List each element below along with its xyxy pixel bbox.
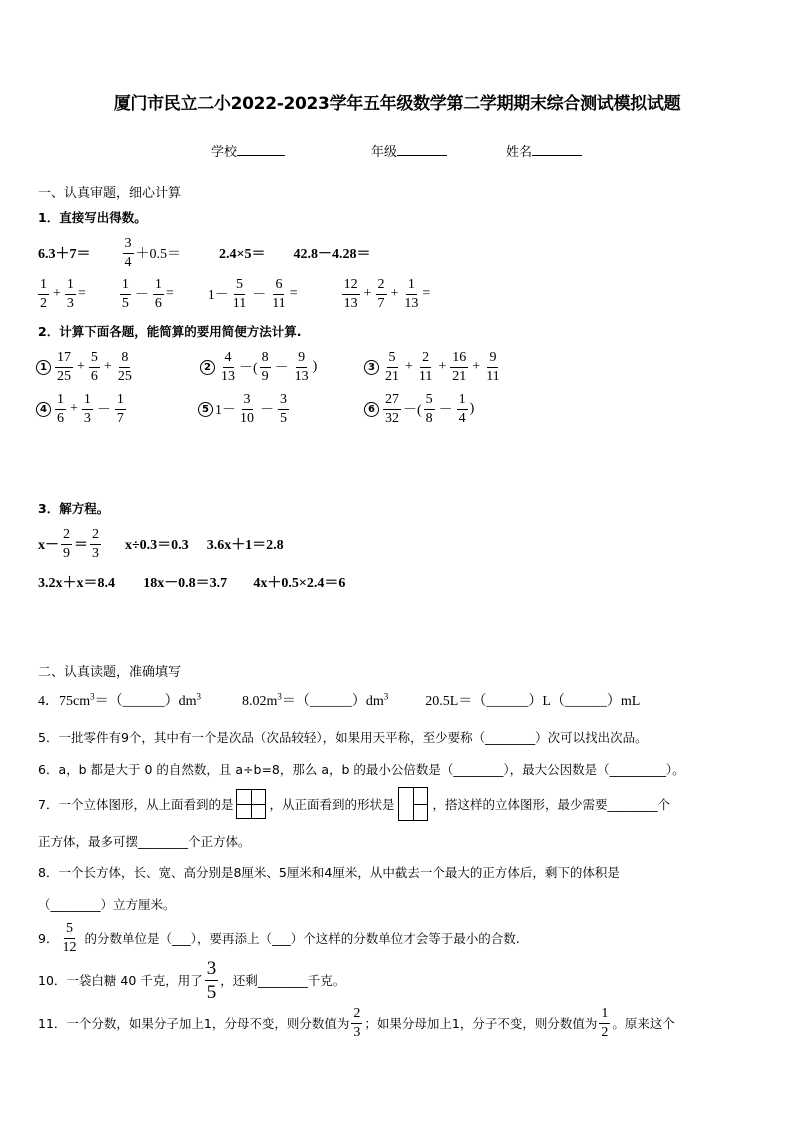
q3-eq-d: 3.2x＋x＝8.4 [38,576,115,591]
q2-expr-6: 6 $\frac{27}{32}$ －( $\frac{5}{8}$ － $\frac{1}{4}$ ) [364,390,474,428]
q1-expr-b-tail: ＋0.5＝ [135,247,181,262]
grade-label: 年级 [371,145,398,160]
q2-expr-4: 4 $\frac{1}{6}$ + $\frac{1}{3}$ － $\frac{1}{7}$ [36,390,128,428]
name-blank [532,143,582,156]
school-label: 学校 [211,145,238,160]
q3-eq-e: 18x－0.8＝3.7 [143,576,228,591]
q9: 9． $\frac{5}{12}$ 的分数单位是（___），要再添上（___）个这样的分数单位才会等于最小的合数. [38,920,520,955]
q11: 11．一个分数，如果分子加上1，分母不变，则分数值为 $\frac{2}{3}$ ；如果分母加上1，分子不变，则分数值为 $\frac{1}{2}$ 。原来这个 [38,1005,675,1040]
q3-eq-a: x－ $\frac{2}{9}$ ＝ $\frac{2}{3}$ [38,526,99,561]
q1-row2 [36,275,430,313]
section1-heading: 一、认真审题，细心计算 [38,186,182,201]
school-field [211,141,285,160]
q3-eq-b: x÷0.3＝0.3 [125,538,189,553]
q2-expr-5: 5 1－ $\frac{3}{10}$ － $\frac{3}{5}$ [198,390,291,428]
q8-line2: （________）立方厘米。 [38,897,176,912]
q1-frac-3-4: $\frac{3}{4}$ [124,235,132,270]
top-view-figure [236,789,266,819]
q7-line1: 7．一个立体图形，从上面看到的是 ，从正面看到的形状是 ，搭这样的立体图形，最少需要________个 [38,786,670,822]
q1-expr-g: 1－ $\frac{5}{11}$ － $\frac{6}{11}$ = [207,276,298,311]
name-label: 姓名 [506,145,533,160]
q1-expr-e: $\frac{1}{2}$ + $\frac{1}{3}$ = [40,276,86,311]
q10: 10．一袋白糖 40 千克，用了 $\frac{3}{5}$ ，还剩________千克。 [38,957,346,1003]
q3-label: 3．解方程。 [38,501,110,516]
q6: 6．a，b 都是大于 0 的自然数，且 a÷b=8，那么 a，b 的最小公倍数是（________），最大公因数是（_________）。 [38,762,685,777]
circled-number-icon: 1 [36,360,51,375]
q4: 4．$75cm^3=(\_\_\_\_\_\_)dm^3$ $8.02m^3=(\_\_\_\_\_\_)dm^3$ 20.5L＝（______）L（______）mL [38,691,641,709]
circled-number-icon: 4 [36,402,51,417]
circled-number-icon: 3 [364,360,379,375]
q1-expr-d: 42.8－4.28＝ [293,247,371,262]
q5: 5．一批零件有9个，其中有一个是次品（次品较轻），如果用天平称，至少要称（________）次可以找出次品。 [38,730,648,745]
q1-expr-h: $\frac{12}{13}$ + $\frac{2}{7}$ + $\frac{1}{13}$ = [343,276,431,311]
page-title: 厦门市民立二小2022-2023学年五年级数学第二学期期末综合测试模拟试题 [113,94,681,114]
q1-expr-a: 6.3＋7＝ [38,247,91,262]
circled-number-icon: 2 [200,360,215,375]
q2-expr-2: 2 $\frac{4}{13}$ －( $\frac{8}{9}$ － $\frac{9}{13}$ ) [200,348,317,386]
q3-eq-f: 4x＋0.5×2.4＝6 [253,576,346,591]
school-blank [237,143,285,156]
q2-expr-1: 1 $\frac{17}{25}$ + $\frac{5}{6}$ + $\frac{8}{25}$ [36,348,136,386]
circled-number-icon: 6 [364,402,379,417]
name-field [506,141,582,160]
grade-blank [397,143,447,156]
circled-number-icon: 5 [198,402,213,417]
q2-label: 2．计算下面各题，能简算的要用简便方法计算. [38,324,302,339]
q1-expr-f: $\frac{1}{5}$ － $\frac{1}{6}$ = [121,276,174,311]
q2-expr-3: 3 $\frac{5}{21}$ + $\frac{2}{11}$ + $\frac{16}{21}$ + $\frac{9}{11}$ [364,348,504,386]
q8-line1: 8．一个长方体，长、宽、高分别是8厘米、5厘米和4厘米，从中截去一个最大的正方体后，剩下的体积是 [38,865,620,880]
q3-eq-c: 3.6x＋1＝2.8 [206,538,284,553]
q1-expr-c: 2.4×5＝ [219,247,266,262]
front-view-figure [398,787,428,821]
q3-row2 [38,572,345,592]
q1-label: 1．直接写出得数。 [38,210,147,225]
section2-heading: 二、认真读题，准确填写 [38,665,182,680]
q3-row1 [38,525,284,563]
q7-line2: 正方体，最多可摆________个正方体。 [38,834,251,849]
grade-field [371,141,447,160]
q1-row1 [38,235,370,271]
